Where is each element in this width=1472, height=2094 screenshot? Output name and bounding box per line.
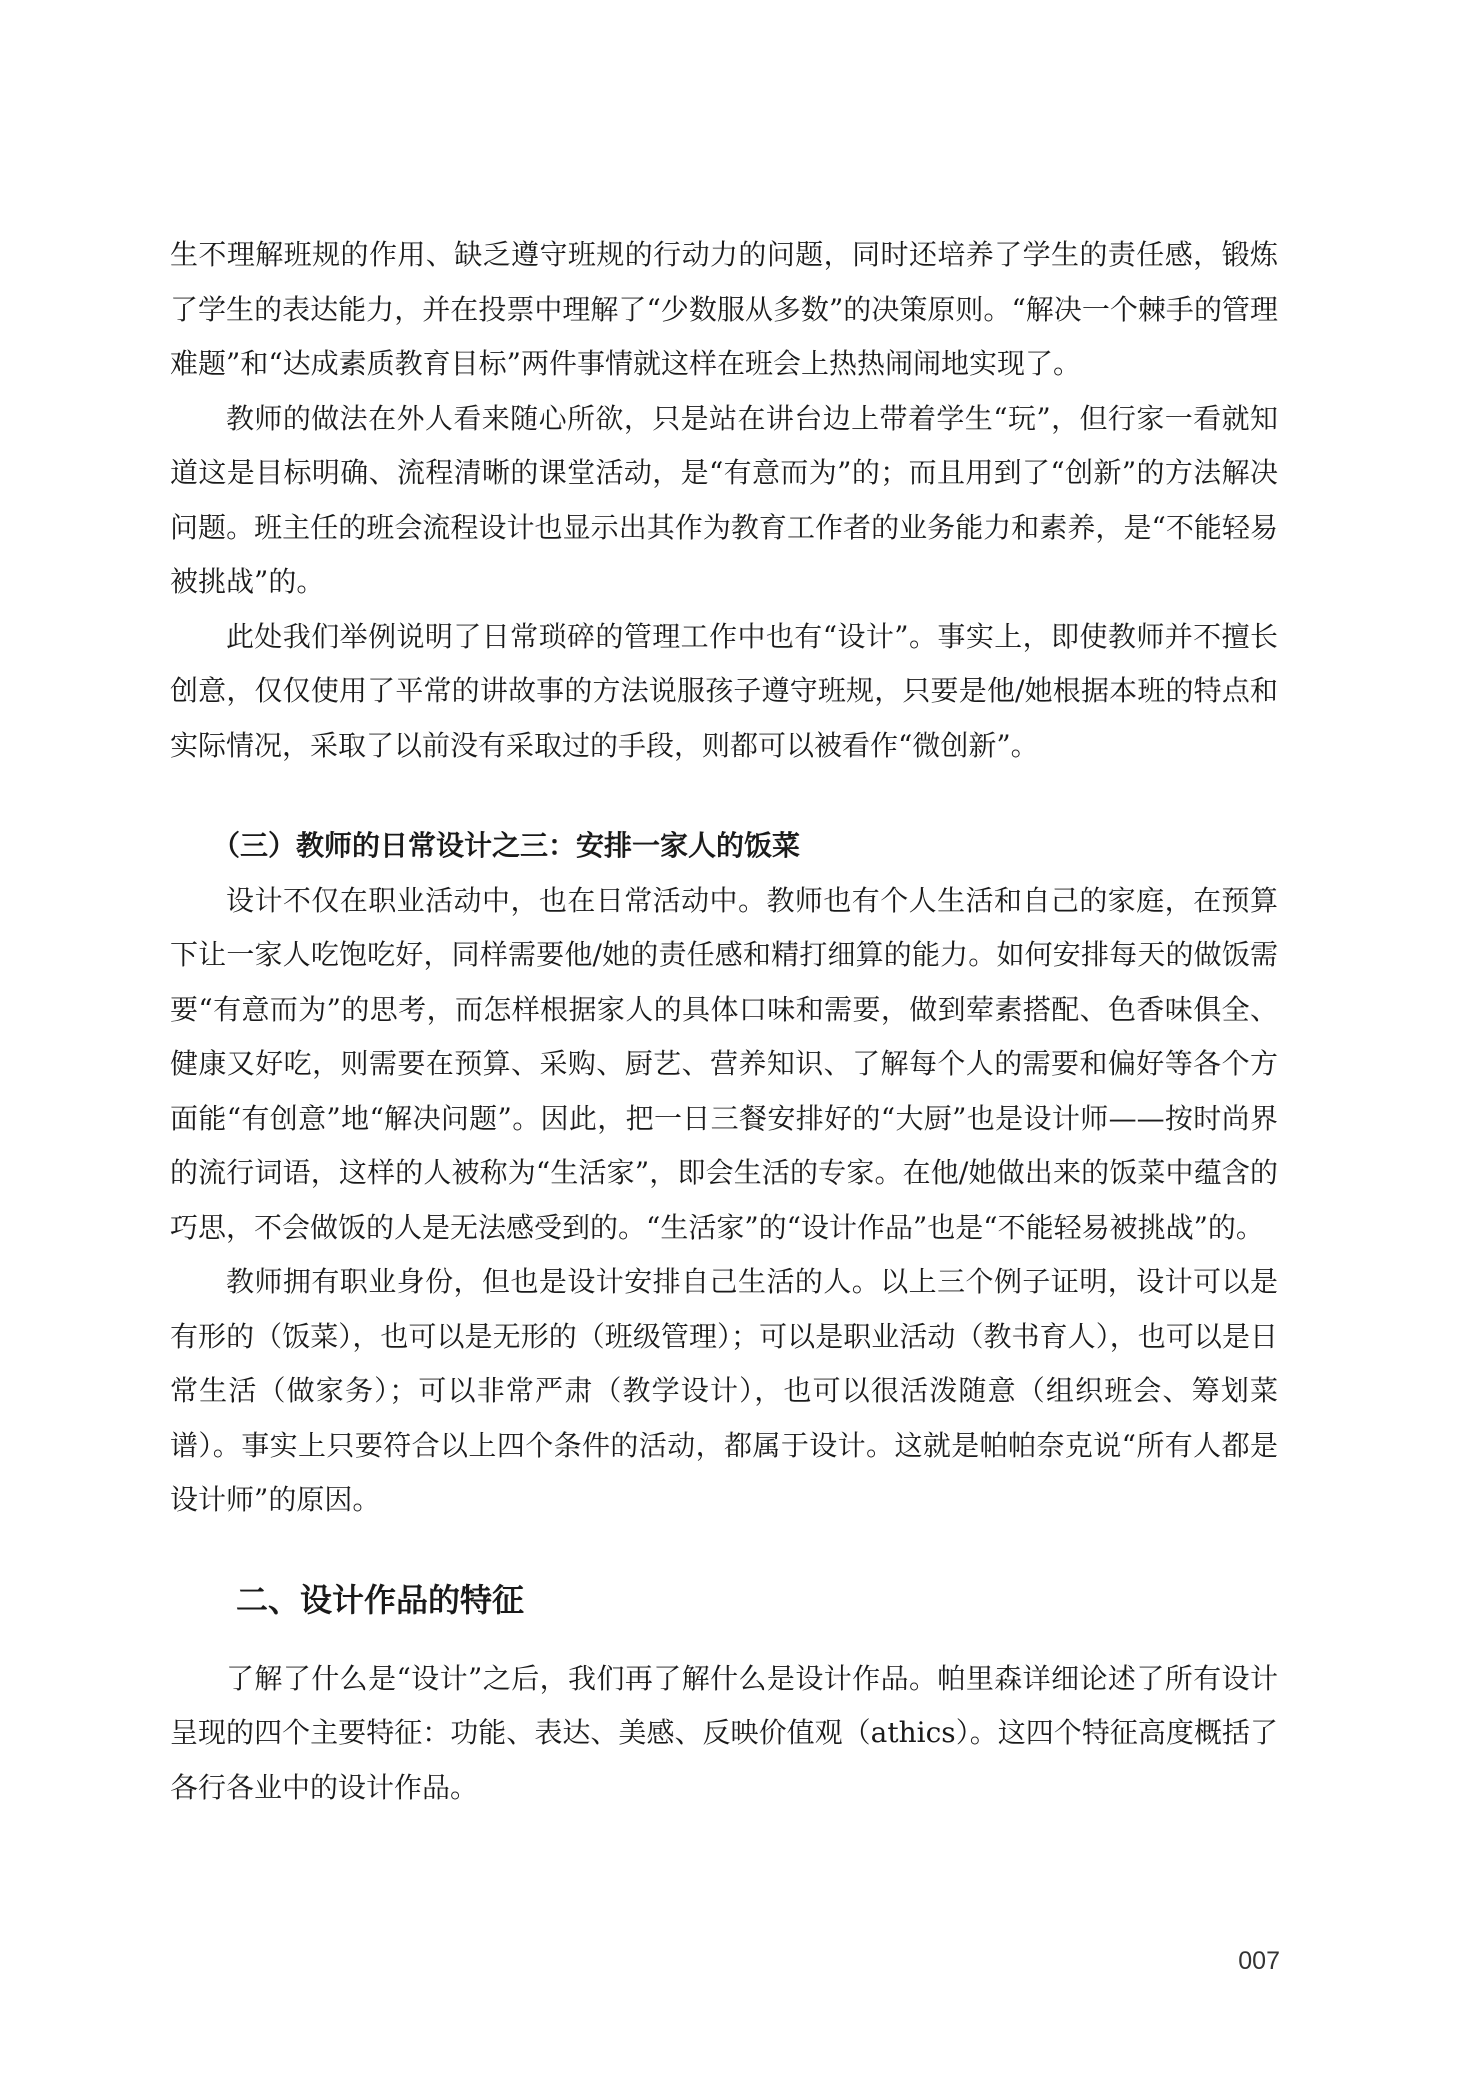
page-body — [170, 228, 1278, 1815]
paragraph-micro-innovation: 此处我们举例说明了日常琐碎的管理工作中也有“设计”。事实上，即使教师并不擅长创意，仅仅使用了平常的讲故事的方法说服孩子遵守班规，只要是他/她根据本班的特点和实际情况，采取了以前没有采取过的手段，则都可以被看作“微创新”。 — [170, 619, 1278, 762]
page-number: 007 — [1238, 1947, 1280, 1975]
paragraph-daily-design: 设计不仅在职业活动中，也在日常活动中。教师也有个人生活和自己的家庭，在预算下让一家人吃饱吃好，同样需要他/她的责任感和精打细算的能力。如何安排每天的做饭需要“有意而为”的思考，而怎样根据家人的具体口味和需要，做到荤素搭配、色香味俱全、健康又好吃，则需要在预算、采购、厨艺、营养知识、了解每个人的需要和偏好等各个方面能“有创意”地“解决问题”。因此，把一日三餐安排好的“大厨”也是设计师——按时尚界的流行词语，这样的人被称为“生活家”，即会生活的专家。在他/她做出来的饭菜中蕴含的巧思，不会做饭的人是无法感受到的。“生活家”的“设计作品”也是“不能轻易被挑战”的。 — [170, 883, 1278, 1244]
paragraph-continued: 生不理解班规的作用、缺乏遵守班规的行动力的问题，同时还培养了学生的责任感，锻炼了学生的表达能力，并在投票中理解了“少数服从多数”的决策原则。“解决一个棘手的管理难题”和“达成素质教育目标”两件事情就这样在班会上热热闹闹地实现了。 — [170, 238, 1278, 380]
section-heading: （三）教师的日常设计之三：安排一家人的饭菜 — [212, 829, 801, 862]
paragraph-design-features: 了解了什么是“设计”之后，我们再了解什么是设计作品。帕里森详细论述了所有设计呈现的四个主要特征：功能、表达、美感、反映价值观（athics）。这四个特征高度概括了各行各业中的设计作品。 — [170, 1661, 1278, 1804]
paragraph-examples-summary: 教师拥有职业身份，但也是设计安排自己生活的人。以上三个例子证明，设计可以是有形的（饭菜），也可以是无形的（班级管理）；可以是职业活动（教书育人），也可以是日常生活（做家务）；可以非常严肃（教学设计），也可以很活泼随意（组织班会、筹划菜谱）。事实上只要符合以上四个条件的活动，都属于设计。这就是帕帕奈克说“所有人都是设计师”的原因。 — [170, 1265, 1278, 1516]
paragraph-teacher-method: 教师的做法在外人看来随心所欲，只是站在讲台边上带着学生“玩”，但行家一看就知道这是目标明确、流程清晰的课堂活动，是“有意而为”的；而且用到了“创新”的方法解决问题。班主任的班会流程设计也显示出其作为教育工作者的业务能力和素养，是“不能轻易被挑战”的。 — [170, 401, 1278, 598]
chapter-heading: 二、设计作品的特征 — [236, 1580, 525, 1619]
